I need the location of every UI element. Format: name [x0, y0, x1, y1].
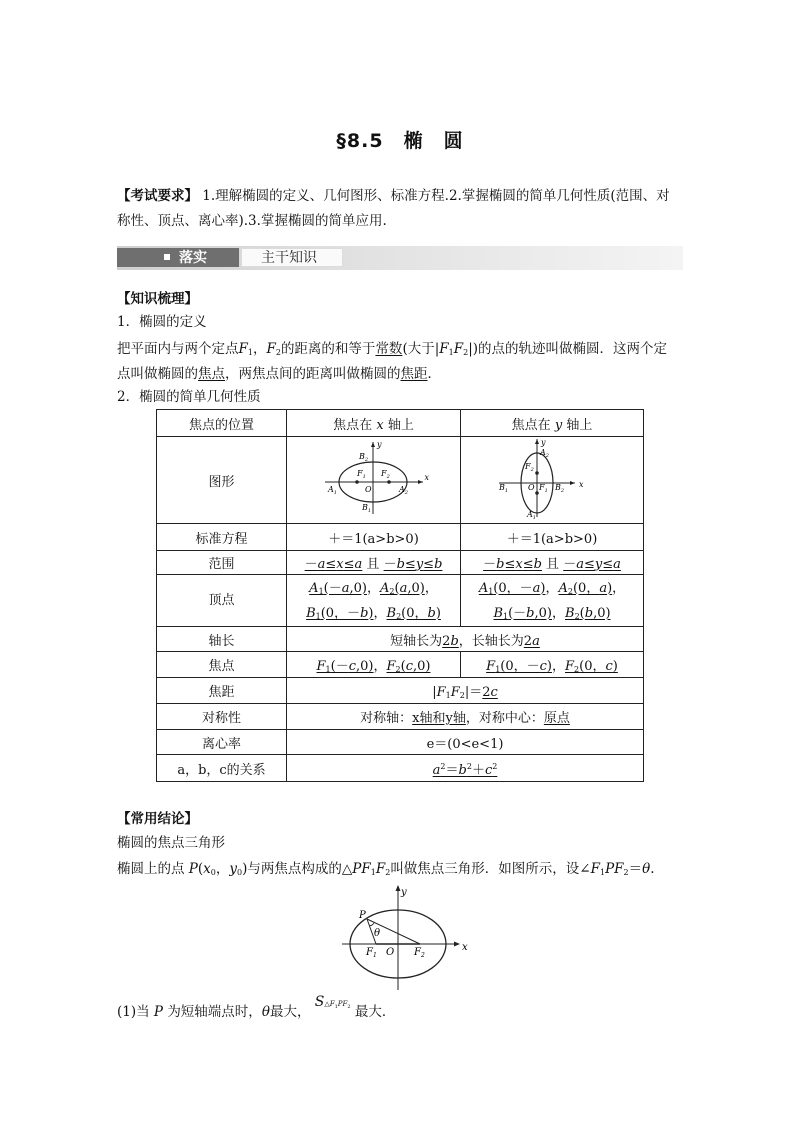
- square-bullet-icon: [164, 254, 170, 260]
- focal-distance: $|F_1F_2|=2c$: [287, 678, 644, 704]
- svg-text:B1: $B_1$: [361, 503, 371, 514]
- section2-title: 2．椭圆的简单几何性质: [117, 389, 261, 405]
- header-cell: 焦点在 x 轴上: [287, 410, 461, 437]
- focus-x: $F_1(-c,0)$，$F_2(c,0)$: [287, 652, 461, 678]
- svg-text:A1: $A_1$: [327, 485, 337, 496]
- svg-text:F1: $F_1$: [366, 947, 377, 959]
- conclusion-heading: 【常用结论】: [117, 811, 198, 827]
- svg-text:F2: $F_2$: [525, 462, 534, 473]
- table-row: [157, 524, 644, 551]
- ellipse-x-figure: [287, 437, 461, 524]
- axis-length: 短轴长为2b，长轴长为2a: [287, 627, 644, 652]
- svg-text:A2: $A_2$: [540, 448, 549, 459]
- focus-y: $F_1(0$，－c)，$F_2(0$，c): [461, 652, 644, 678]
- section-banner: [117, 246, 683, 270]
- row-label: 离心率: [157, 730, 287, 755]
- table-row: [157, 575, 644, 627]
- svg-text:O: O: [386, 947, 395, 958]
- svg-text:B1: $B_1$: [499, 483, 509, 494]
- row-label: 对称性: [157, 704, 287, 730]
- svg-text:y: y: [376, 440, 382, 449]
- focal-distance-term: 焦距: [400, 366, 428, 382]
- svg-text:O: O: [364, 485, 372, 494]
- header-cell: 焦点在 y 轴上: [461, 410, 644, 437]
- banner-right-label: 主干知识: [261, 250, 317, 266]
- range-x: －a≤x≤a 且 －b≤y≤b: [287, 551, 461, 575]
- table-row: [157, 755, 644, 782]
- table-row: [157, 627, 644, 652]
- triangle-definition: 椭圆上的点 $P(x_0$，$y_0$)与两焦点构成的$\triangle PF_1F_2$叫做焦点三角形．如图所示，设$\angle F_1PF_2=\theta$.: [117, 861, 655, 877]
- svg-text:O: O: [528, 483, 535, 492]
- table-row: [157, 704, 644, 730]
- eccentricity: e＝(0<e<1): [287, 730, 644, 755]
- table-row: [157, 551, 644, 575]
- std-eq-x: ＋＝1(a>b>0): [287, 524, 461, 551]
- svg-text:B2: $B_2$: [358, 452, 368, 463]
- svg-text:y: y: [541, 438, 546, 447]
- properties-table: [156, 409, 644, 782]
- constant-term: 常数: [375, 341, 403, 357]
- abc-relation: $a^2=b^2+c^2$: [287, 755, 644, 782]
- vertex-x: $A_1(-a,0)$，$A_2(a,0)$， $B_1(0$，－b)，$B_2(0$，b): [287, 575, 461, 627]
- svg-text:A2: $A_2$: [398, 485, 408, 496]
- std-eq-y: ＋＝1(a>b>0): [461, 524, 644, 551]
- table-row: [157, 678, 644, 704]
- svg-text:F2: $F_2$: [380, 469, 390, 480]
- table-row: [157, 652, 644, 678]
- row-label: 顶点: [157, 575, 287, 627]
- row-label: 轴长: [157, 627, 287, 652]
- section1-title: 1．椭圆的定义: [117, 314, 207, 330]
- svg-text:F2: $F_2$: [414, 947, 425, 959]
- row-label: 焦距: [157, 678, 287, 704]
- svg-text:B2: $B_2$: [555, 483, 565, 494]
- ellipse-y-figure: [461, 437, 644, 524]
- table-row: [157, 437, 644, 524]
- ellipse-definition: 把平面内与两个定点$F_1$，$F_2$的距离的和等于常数(大于$|F_1F_2|$)的点的轨迹叫做椭圆．这两个定 点叫做椭圆的焦点，两焦点间的距离叫做椭圆的焦距．: [117, 341, 668, 382]
- header-cell: 焦点的位置: [157, 410, 287, 437]
- exam-line2: 称性、顶点、离心率).3.掌握椭圆的简单应用.: [117, 213, 387, 229]
- table-row: [157, 410, 644, 437]
- row-label: a，b，c的关系: [157, 755, 287, 782]
- ellipse-y-diagram: [497, 437, 607, 519]
- svg-text:F1: $F_1$: [539, 483, 548, 494]
- range-y: －b≤x≤b 且 －a≤y≤a: [461, 551, 644, 575]
- focus-term: 焦点: [198, 366, 225, 382]
- svg-text:F1: $F_1$: [356, 469, 366, 480]
- row-label: 图形: [157, 437, 287, 524]
- page-title: §8.5 椭 圆: [336, 130, 464, 152]
- exam-requirements: [117, 184, 687, 234]
- exam-line1: 1.理解椭圆的定义、几何图形、标准方程.2.掌握椭圆的简单几何性质(范围、对: [202, 188, 670, 204]
- symmetry: 对称轴：x轴和y轴，对称中心：原点: [287, 704, 644, 730]
- row-label: 范围: [157, 551, 287, 575]
- vertex-y: $A_1(0$，－a)，$A_2(0$，a)， $B_1(-b,0)$，$B_2(b,0)$: [461, 575, 644, 627]
- row-label: 焦点: [157, 652, 287, 678]
- conclusion-item-1: (1)当 P 为短轴端点时，θ最大， $S\triangle F_1PF_2$ 最大．: [117, 994, 396, 1020]
- ellipse-x-diagram: [319, 438, 429, 518]
- svg-text:x: x: [579, 480, 584, 489]
- row-label: 标准方程: [157, 524, 287, 551]
- svg-text:y: y: [401, 887, 407, 898]
- svg-text:A1: $A_1$: [527, 510, 536, 519]
- triangle-title: 椭圆的焦点三角形: [117, 835, 225, 851]
- knowledge-heading: 【知识梳理】: [117, 291, 198, 307]
- table-row: [157, 730, 644, 755]
- banner-left-label: 落实: [179, 250, 207, 266]
- svg-text:θ: θ: [374, 928, 381, 939]
- svg-text:P: P: [359, 910, 366, 921]
- svg-text:x: x: [462, 942, 468, 953]
- focal-triangle-diagram: [340, 884, 470, 992]
- svg-text:x: x: [423, 473, 429, 482]
- exam-label: 【考试要求】: [117, 188, 198, 204]
